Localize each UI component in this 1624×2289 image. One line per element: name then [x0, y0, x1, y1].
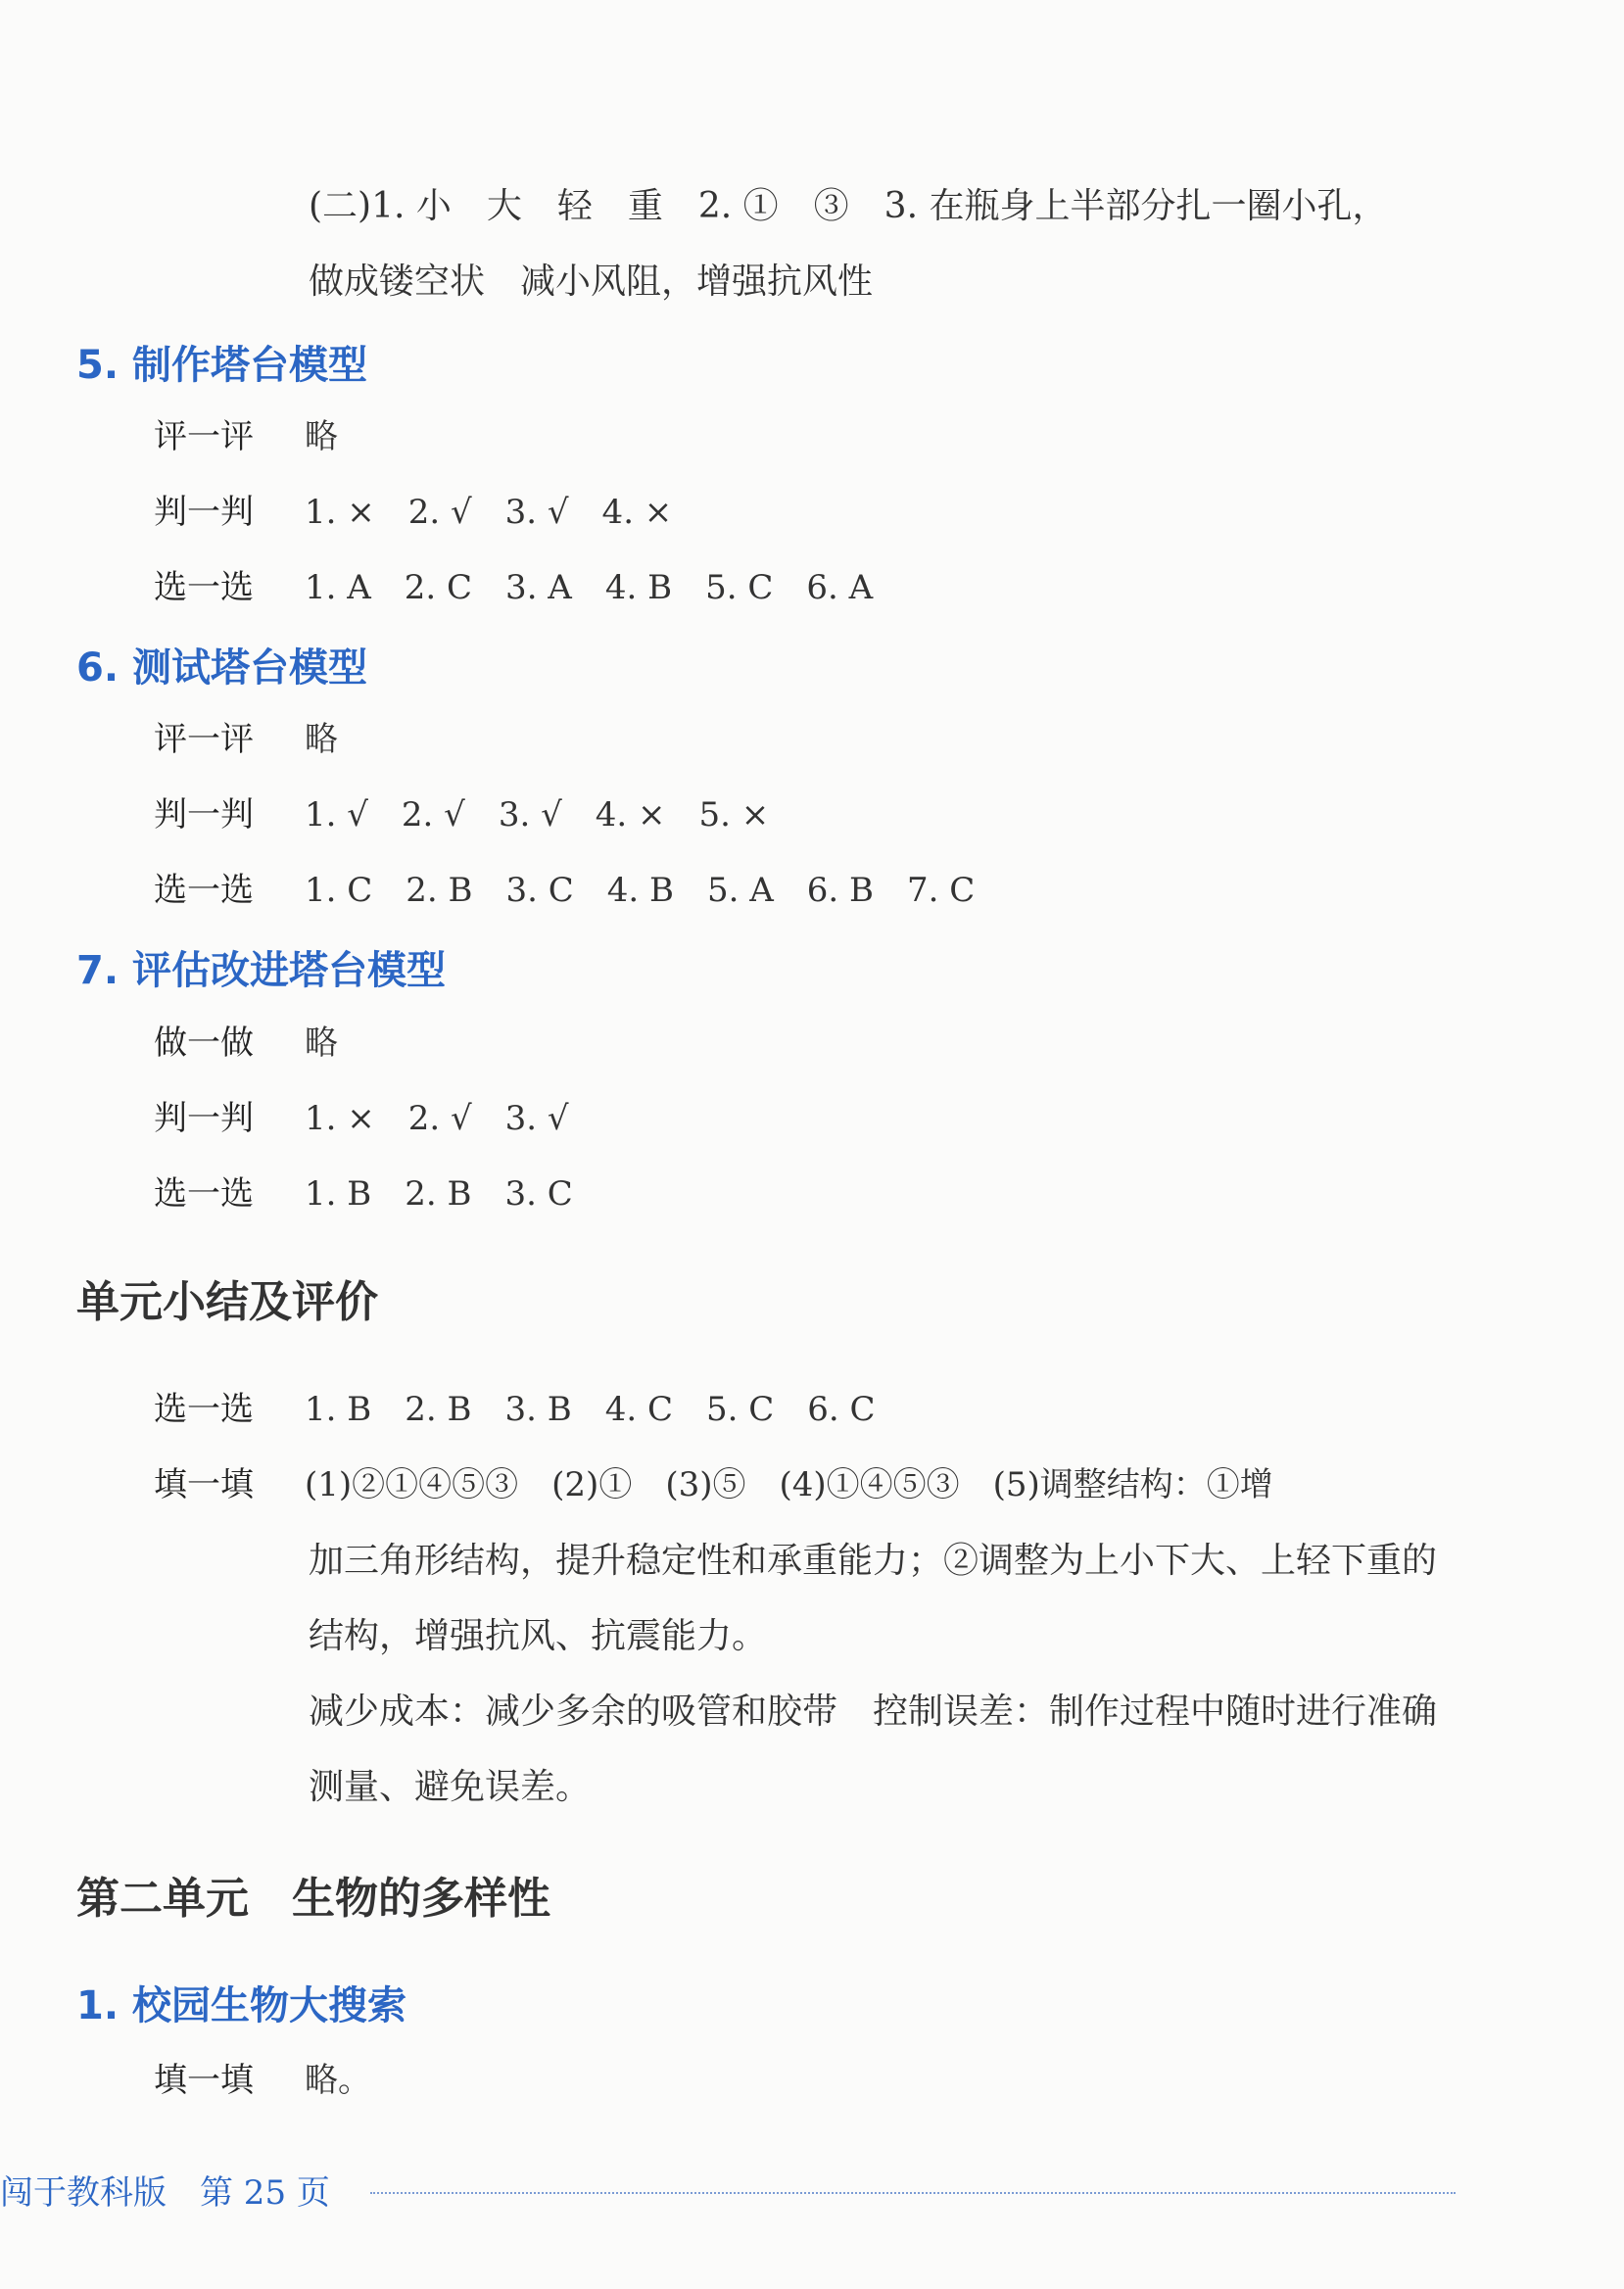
row-answer: 略	[305, 417, 338, 456]
row-answer: 略	[305, 1024, 338, 1063]
row-answer: (1)②①④⑤③ (2)① (3)⑤ (4)①④⑤③ (5)调整结构：①增	[305, 1465, 1273, 1504]
row-answer: 1. A 2. C 3. A 4. B 5. C 6. A	[305, 568, 874, 607]
row-label: 判一判	[154, 795, 254, 835]
fill-answer-line: 加三角形结构，提升稳定性和承重能力；②调整为上小下大、上轻下重的	[309, 1541, 1438, 1581]
continuation-line-1: (二)1. 小 大 轻 重 2. ① ③ 3. 在瓶身上半部分扎一圈小孔，	[309, 186, 1388, 226]
row-answer: 1. B 2. B 3. B 4. C 5. C 6. C	[305, 1390, 876, 1429]
fill-answer-line: 结构，增强抗风、抗震能力。	[309, 1616, 768, 1656]
continuation-line-2: 做成镂空状 减小风阻，增强抗风性	[309, 262, 874, 302]
row-answer: 略	[305, 720, 338, 759]
page-footer: 闯于教科版 第 25 页	[0, 2173, 330, 2213]
row-label: 判一判	[154, 1099, 254, 1138]
row-answer: 1. C 2. B 3. C 4. B 5. A 6. B 7. C	[305, 871, 976, 910]
fill-answer-line: 减少成本：减少多余的吸管和胶带 控制误差：制作过程中随时进行准确	[309, 1692, 1438, 1732]
section-heading-5: 5. 制作塔台模型	[76, 343, 367, 388]
row-label: 填一填	[154, 2061, 254, 2100]
row-label: 选一选	[154, 1390, 254, 1429]
row-label: 判一判	[154, 493, 254, 532]
row-answer: 略。	[305, 2061, 371, 2100]
section-heading-unit2-1: 1. 校园生物大搜索	[76, 1983, 406, 2028]
row-answer: 1. × 2. √ 3. √	[305, 1099, 569, 1138]
row-label: 选一选	[154, 871, 254, 910]
row-label: 填一填	[154, 1465, 254, 1504]
unit-heading: 第二单元 生物的多样性	[76, 1874, 550, 1924]
row-answer: 1. × 2. √ 3. √ 4. ×	[305, 493, 673, 532]
section-heading-7: 7. 评估改进塔台模型	[76, 948, 446, 993]
section-heading-6: 6. 测试塔台模型	[76, 645, 367, 691]
row-label: 评一评	[154, 417, 254, 456]
row-answer: 1. B 2. B 3. C	[305, 1174, 573, 1214]
fill-answer-line: 测量、避免误差。	[309, 1767, 592, 1807]
footer-dotted-rule	[370, 2192, 1456, 2194]
row-label: 选一选	[154, 568, 254, 607]
row-label: 做一做	[154, 1024, 254, 1063]
row-answer: 1. √ 2. √ 3. √ 4. × 5. ×	[305, 795, 770, 835]
row-label: 选一选	[154, 1174, 254, 1214]
row-label: 评一评	[154, 720, 254, 759]
summary-heading: 单元小结及评价	[76, 1277, 378, 1327]
